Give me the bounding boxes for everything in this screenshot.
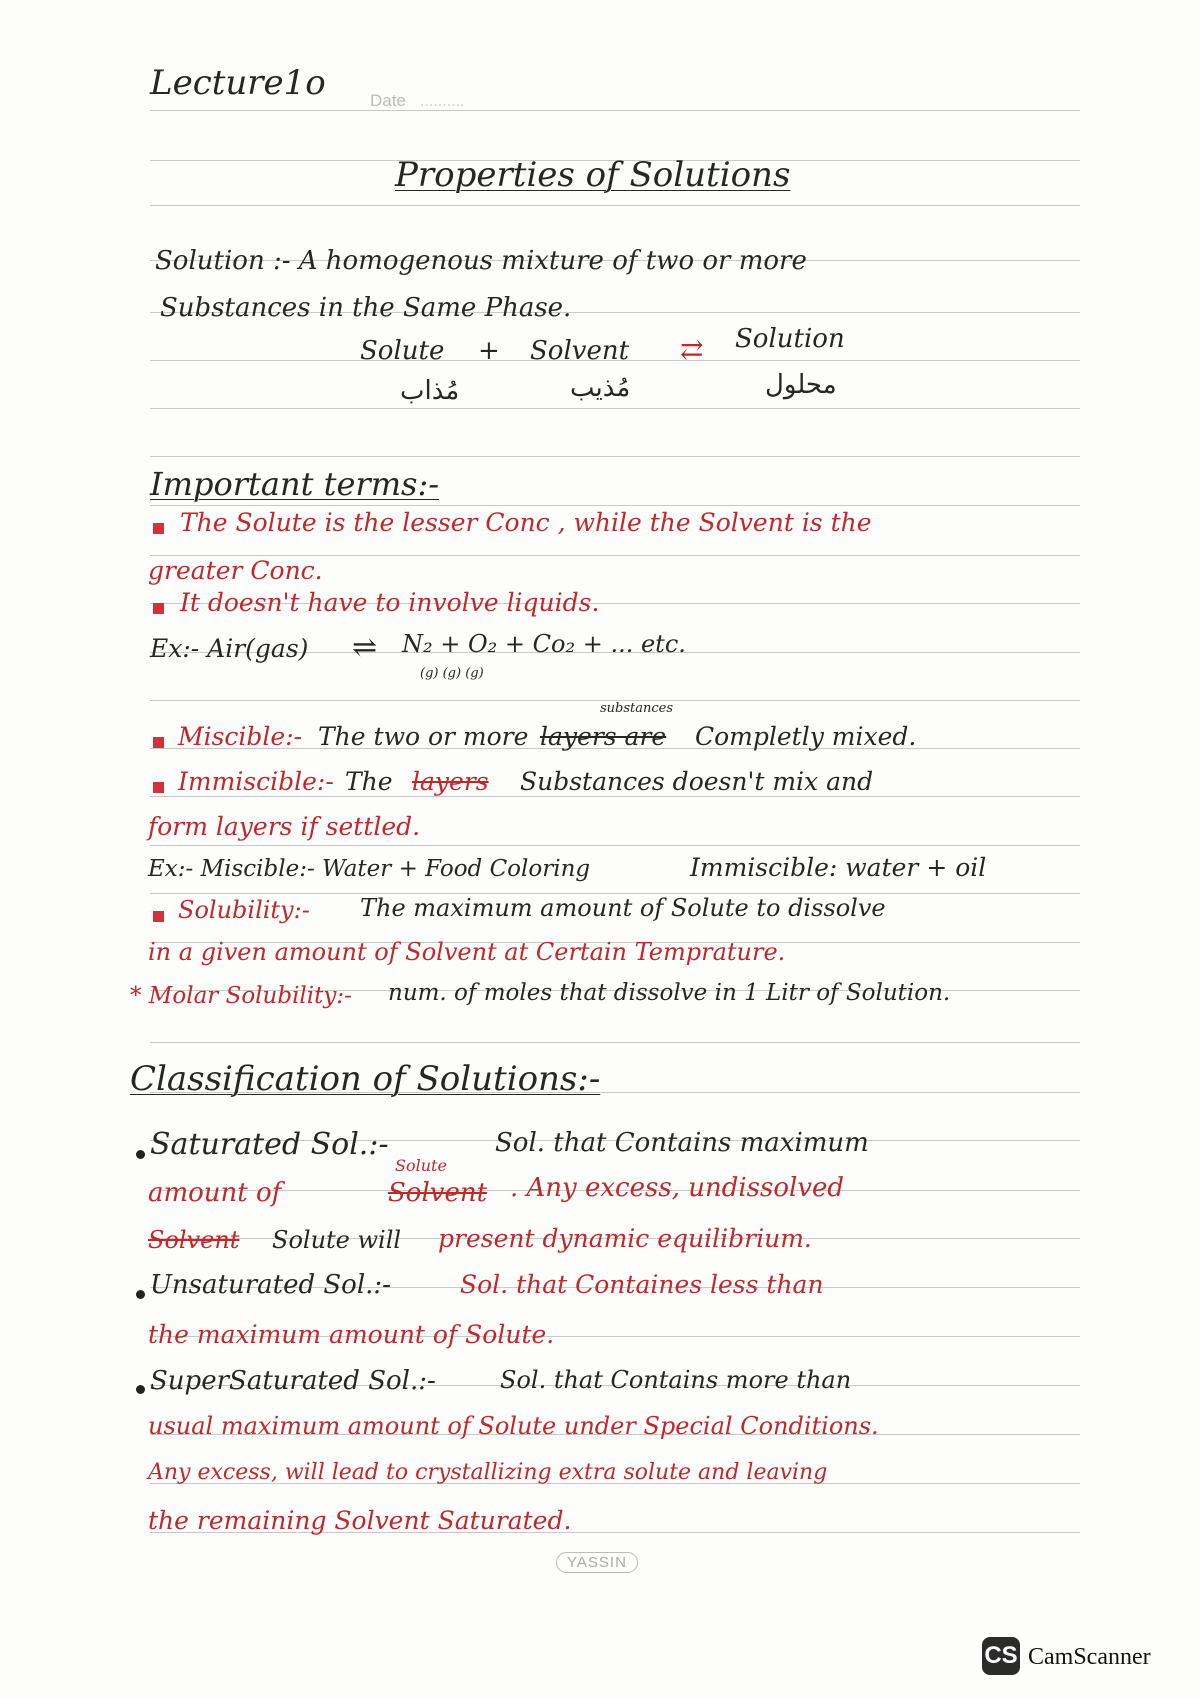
equilibrium-arrow-icon: ⇄ [680, 333, 704, 366]
saturated-line2-b: . Any excess, undissolved [510, 1173, 845, 1203]
ruled-line [150, 796, 1080, 797]
solution-definition-line2: Substances in the Same Phase. [160, 293, 572, 323]
saturated-line3-b: present dynamic equilibrium. [438, 1224, 812, 1253]
molar-solubility-label: * Molar Solubility:- [130, 983, 352, 1009]
miscible-insert: substances [600, 701, 674, 716]
miscible-text-a: The two or more [318, 722, 529, 751]
equation-solute: Solute [360, 336, 445, 366]
example-air: Ex:- Air(gas) [150, 634, 309, 663]
saturated-label: Saturated Sol.:- [150, 1127, 389, 1162]
unsaturated-label: Unsaturated Sol.:- [150, 1270, 391, 1300]
solution-definition-line1: Solution :- A homogenous mixture of two or more [155, 246, 807, 276]
ruled-line [150, 205, 1080, 206]
equation-solvent: Solvent [530, 336, 630, 366]
equation-solution: Solution [735, 324, 845, 354]
saturated-line2-insert: Solute [395, 1156, 447, 1175]
bullet-dot-icon [136, 1385, 145, 1394]
example-miscible: Ex:- Miscible:- Water + Food Coloring [148, 856, 591, 882]
term1-line2: greater Conc. [148, 556, 323, 585]
immiscible-struck: layers [412, 767, 489, 796]
ruled-line [150, 110, 1080, 111]
bullet-dot-icon [136, 1150, 145, 1159]
miscible-label: Miscible:- [178, 722, 303, 751]
supersaturated-line3: Any excess, will lead to crystallizing extra solute and leaving [148, 1460, 828, 1485]
classification-heading: Classification of Solutions:- [130, 1059, 601, 1099]
notebook-brand-stamp: YASSIN [556, 1552, 638, 1573]
arabic-solute: مُذاب [400, 376, 460, 406]
immiscible-label: Immiscible:- [178, 767, 334, 796]
ruled-line [150, 408, 1080, 409]
solubility-line2: in a given amount of Solvent at Certain Temprature. [148, 938, 786, 966]
equilibrium-arrow-icon: ⇌ [352, 630, 378, 665]
bullet-square-icon [153, 911, 164, 922]
page-title: Properties of Solutions [395, 155, 791, 195]
term1-line1: The Solute is the lesser Conc , while the Solvent is the [180, 508, 872, 537]
immiscible-text-b: Substances doesn't mix and [520, 767, 874, 796]
bullet-dot-icon [136, 1290, 145, 1299]
bullet-square-icon [153, 737, 164, 748]
example-products: N₂ + O₂ + Co₂ + ... etc. [402, 630, 686, 658]
supersaturated-label: SuperSaturated Sol.:- [150, 1366, 436, 1396]
immiscible-line2: form layers if settled. [148, 812, 421, 841]
important-terms-heading: Important terms:- [150, 465, 440, 503]
camscanner-logo-icon: CS [982, 1637, 1020, 1675]
bullet-square-icon [153, 782, 164, 793]
lecture-label: Lecture1o [150, 63, 326, 103]
date-label: Date [370, 91, 406, 110]
ruled-line [150, 1042, 1080, 1043]
solubility-text: The maximum amount of Solute to dissolve [360, 894, 886, 922]
camscanner-watermark: CamScanner [1028, 1644, 1151, 1670]
unsaturated-text: Sol. that Containes less than [460, 1270, 824, 1299]
term2: It doesn't have to involve liquids. [180, 588, 600, 617]
example-immiscible: Immiscible: water + oil [690, 853, 987, 882]
ruled-line [150, 845, 1080, 846]
date-field: .......... [420, 94, 465, 110]
ruled-line [150, 456, 1080, 457]
miscible-struck: layers are [540, 722, 667, 751]
supersaturated-line4: the remaining Solvent Saturated. [148, 1506, 572, 1535]
bullet-square-icon [153, 603, 164, 614]
bullet-square-icon [153, 523, 164, 534]
arabic-solvent: مُذيب [570, 373, 631, 403]
supersaturated-text: Sol. that Contains more than [500, 1366, 852, 1394]
ruled-line [150, 505, 1080, 506]
saturated-line2-struck: Solvent [388, 1178, 488, 1208]
saturated-line3-a: Solute will [272, 1226, 402, 1254]
saturated-text: Sol. that Contains maximum [495, 1128, 869, 1158]
immiscible-text-a: The [345, 767, 393, 796]
saturated-line2-a: amount of [148, 1178, 282, 1208]
molar-solubility-text: num. of moles that dissolve in 1 Litr of Solution. [388, 980, 951, 1006]
example-states: (g) (g) (g) [420, 666, 484, 681]
miscible-text-b: Completly mixed. [695, 722, 917, 751]
equation-plus: + [478, 336, 500, 366]
saturated-line3-struck: Solvent [148, 1226, 240, 1254]
arabic-solution: محلول [765, 370, 837, 400]
unsaturated-line2: the maximum amount of Solute. [148, 1320, 555, 1349]
supersaturated-line2: usual maximum amount of Solute under Special Conditions. [148, 1412, 879, 1440]
solubility-label: Solubility:- [178, 896, 310, 924]
